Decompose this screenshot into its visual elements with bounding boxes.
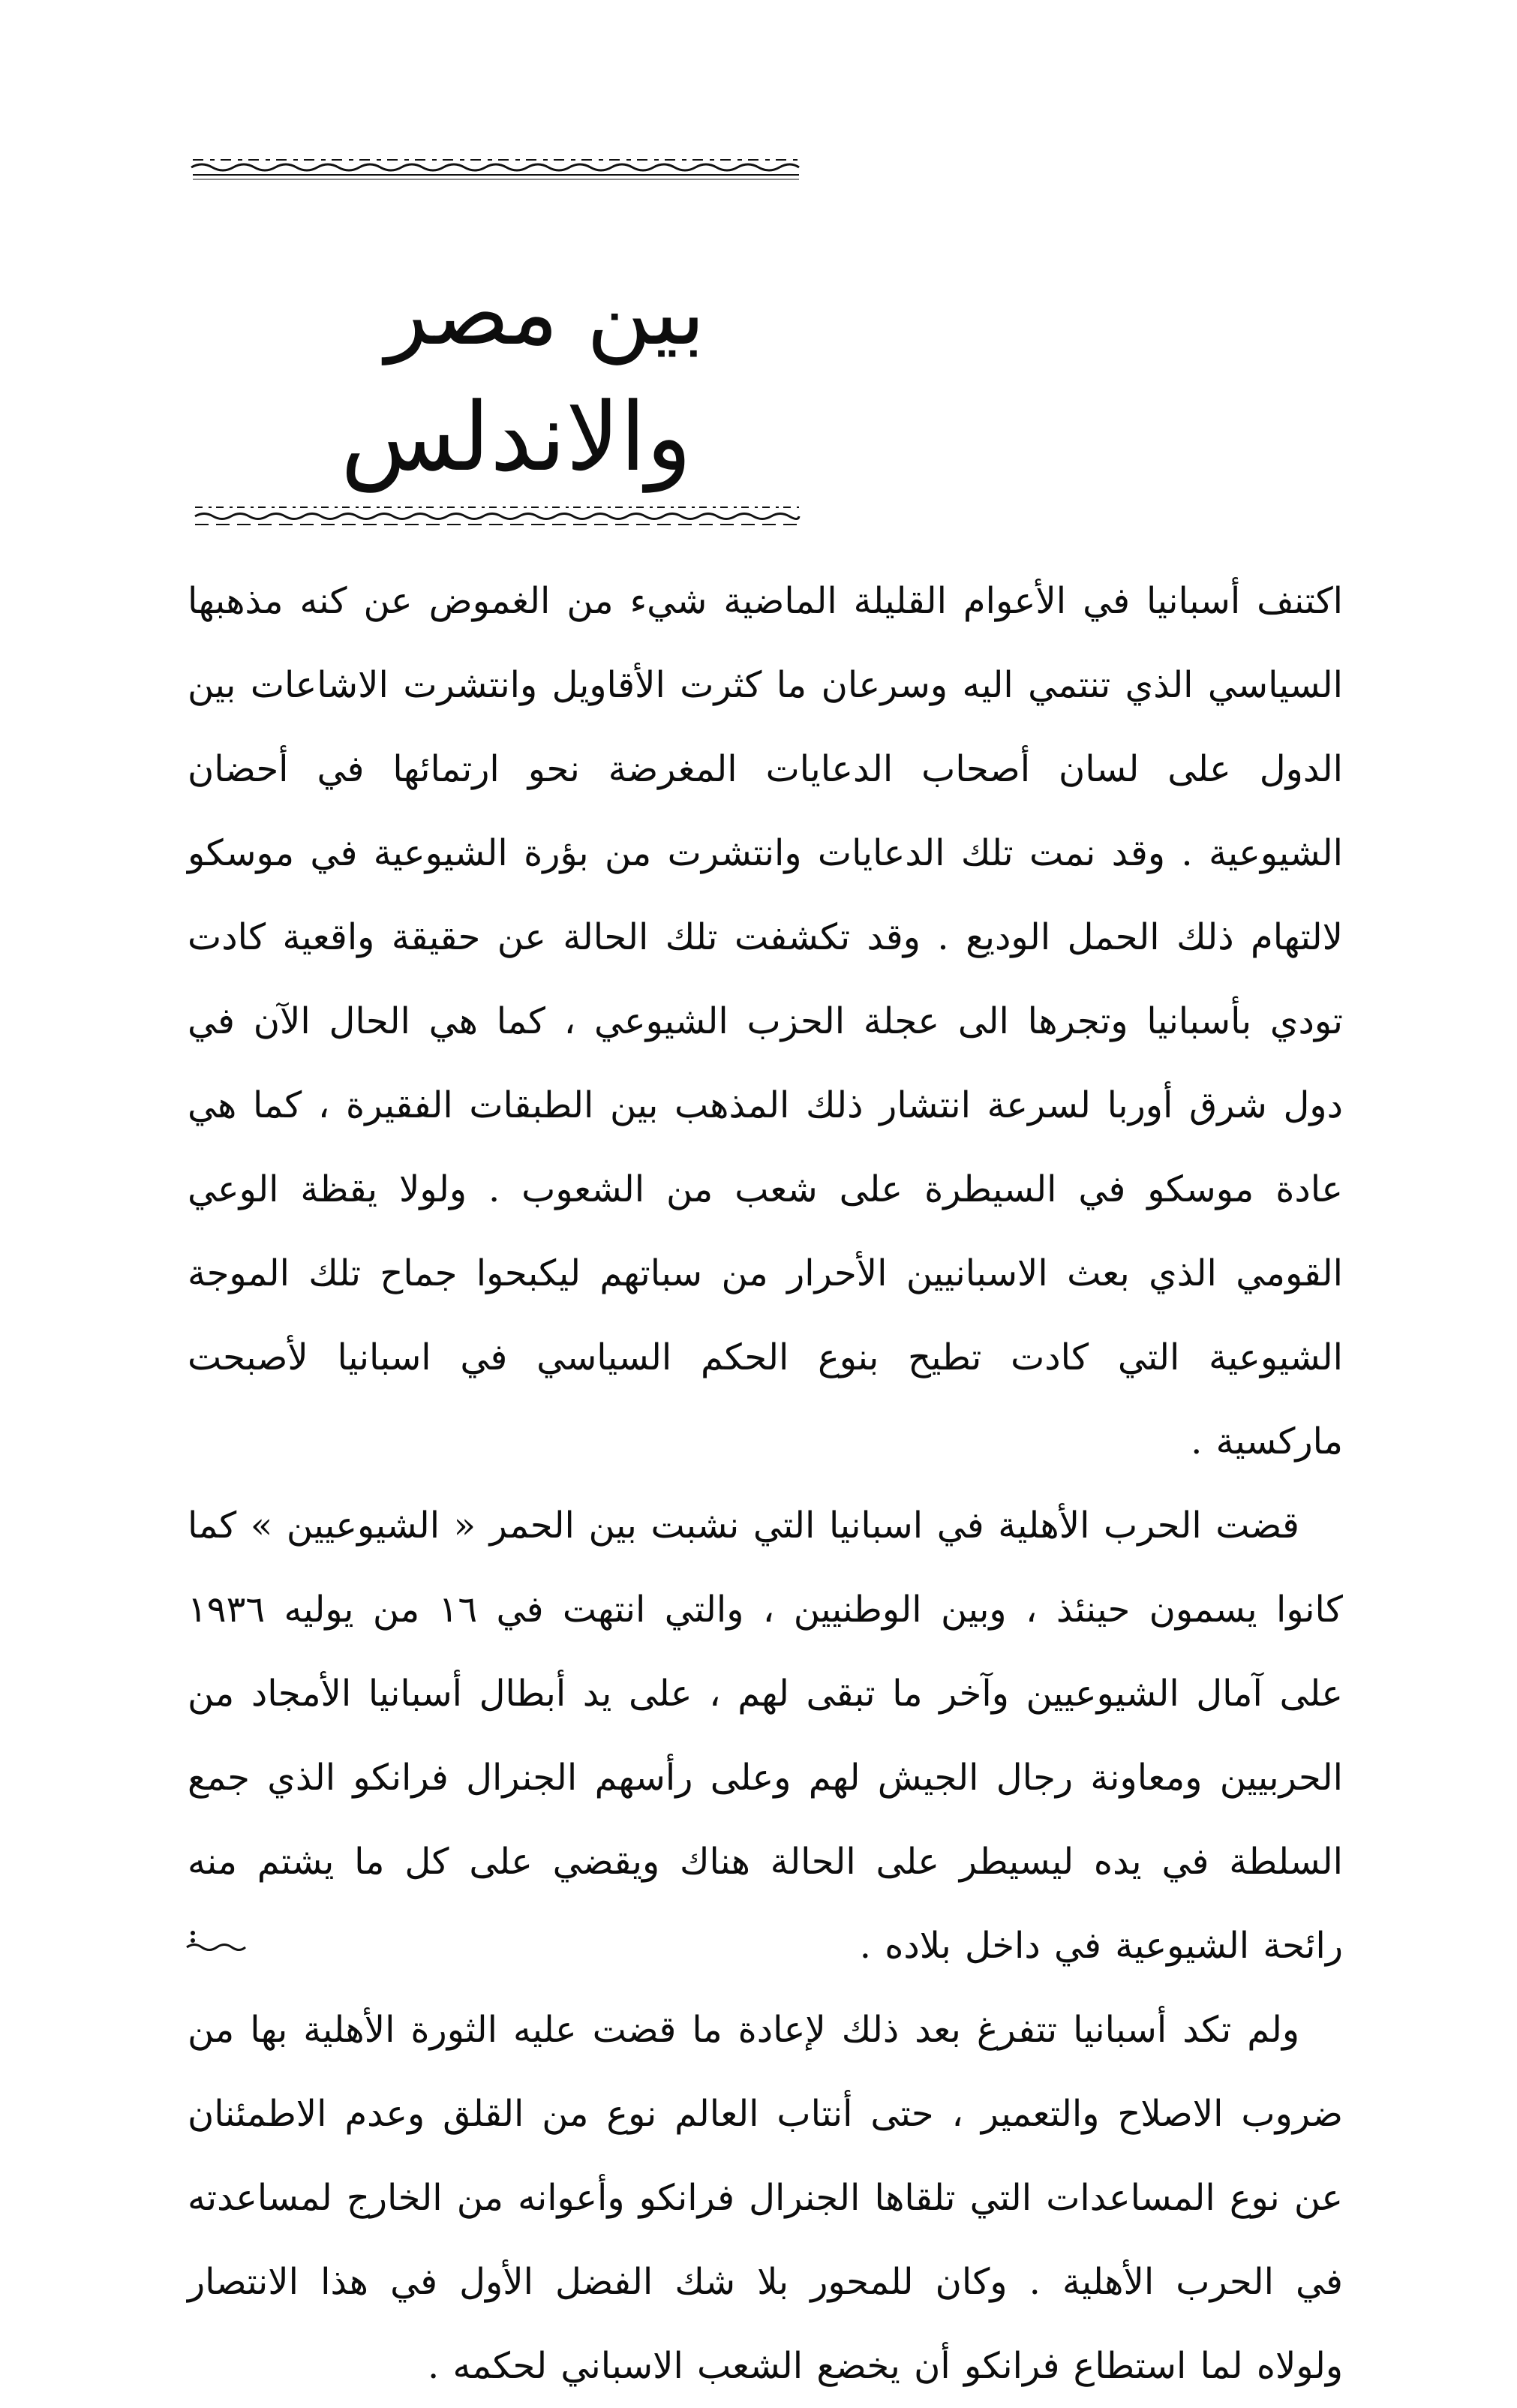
footnote-mark bbox=[185, 1927, 247, 1953]
title-block bbox=[315, 240, 705, 492]
top-ornament-rule bbox=[184, 154, 807, 184]
bottom-ornament-rule bbox=[188, 503, 810, 533]
paragraph-2: قضت الحرب الأهلية في اسبانيا التي نشبت بين الحمر « الشيوعيين » كما كانوا يسمون حينئذ ، وبين الوطنيين ، والتي انتهت في ١٦ من يوليه ١٩٣٦ على آمال الشيوعيين وآخر ما تبقى لهم ، على يد أبطال أسبانيا الأمجاد من الحربيين ومعاونة رجال الجيش لهم وعلى رأسهم الجنرال فرانكو الذي جمع السلطة في يده ليسيطر على الحالة هناك ويقضي على كل ما يشتم منه رائحة الشيوعية في داخل بلاده . bbox=[188, 1505, 1343, 1967]
title-line-1: بين مصر bbox=[385, 261, 705, 365]
paragraph-3: ولم تكد أسبانيا تتفرغ بعد ذلك لإعادة ما قضت عليه الثورة الأهلية بها من ضروب الاصلاح والتعمير ، حتى أنتاب العالم نوع من القلق وعدم الاطمئنان عن نوع المساعدات التي تلقاها الجنرال فرانكو وأعوانه من الخارج لمساعدته في الحرب الأهلية . وكان للمحور بلا شك الفضل الأول في هذا الانتصار ولولاه لما استطاع فرانكو أن يخضع الشعب الاسباني لحكمه . bbox=[188, 2009, 1343, 2387]
title-line-2: والاندلس bbox=[341, 382, 692, 492]
article-body bbox=[188, 559, 1343, 2408]
paragraph-1: اكتنف أسبانيا في الأعوام القليلة الماضية شيء من الغموض عن كنه مذهبها السياسي الذي تنتمي اليه وسرعان ما كثرت الأقاويل وانتشرت الاشاعات بين الدول على لسان أصحاب الدعايات المغرضة نحو ارتمائها في أحضان الشيوعية . وقد نمت تلك الدعايات وانتشرت من بؤرة الشيوعية في موسكو لالتهام ذلك الحمل الوديع . وقد تكشفت تلك الحالة عن حقيقة واقعية كادت تودي بأسبانيا وتجرها الى عجلة الحزب الشيوعي ، كما هي الحال الآن في دول شرق أوربا لسرعة انتشار ذلك المذهب بين الطبقات الفقيرة ، كما هي عادة موسكو في السيطرة على شعب من الشعوب . ولولا يقظة الوعي القومي الذي بعث الاسبانيين الأحرار من سباتهم ليكبحوا جماح تلك الموجة الشيوعية التي كادت تطيح بنوع الحكم السياسي في اسبانيا لأصبحت ماركسية . bbox=[188, 580, 1343, 1463]
